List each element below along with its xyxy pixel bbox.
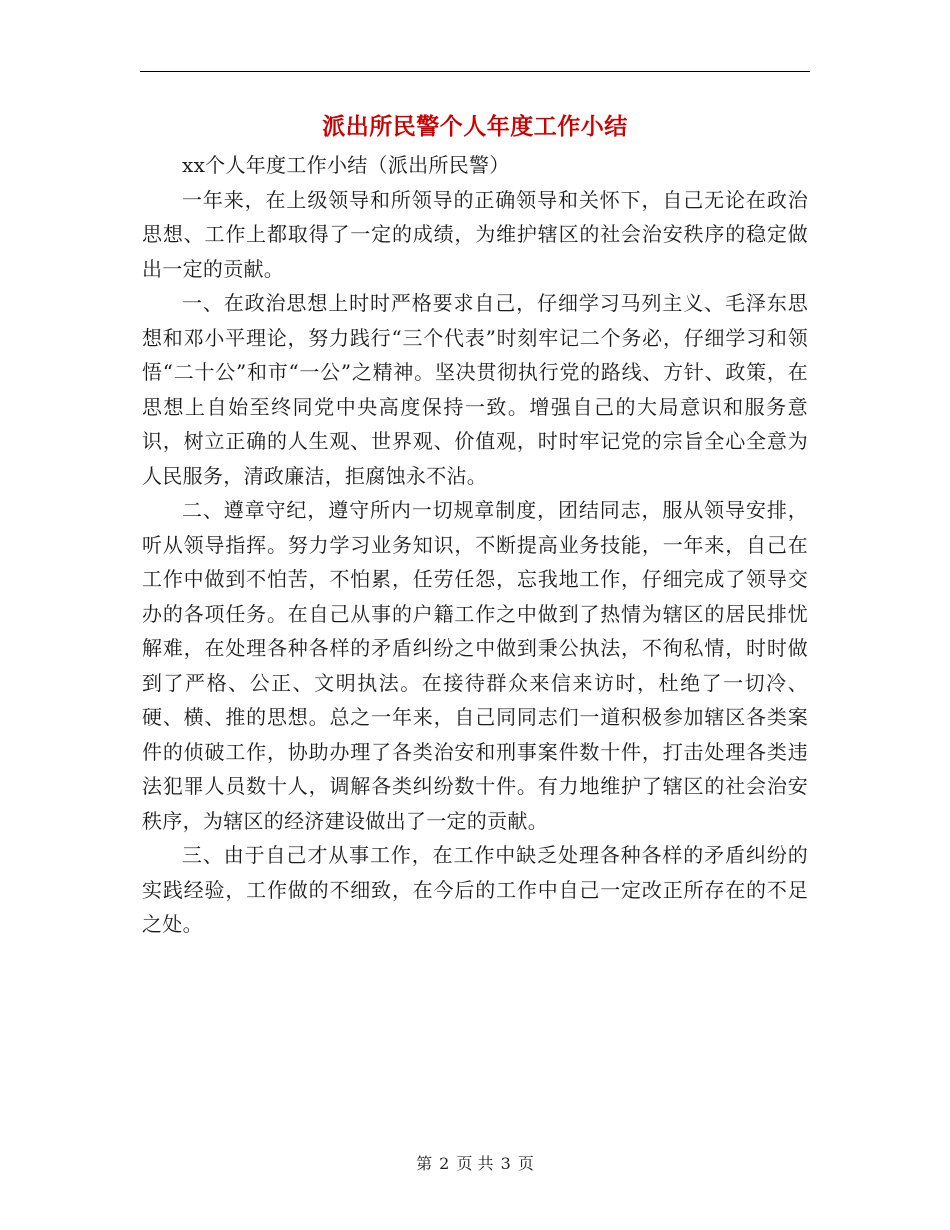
current-page-number: 2 [439, 1154, 450, 1173]
header-rule [140, 71, 810, 72]
page-label-suffix: 页 [517, 1154, 534, 1173]
section-one-paragraph: 一、在政治思想上时时严格要求自己，仔细学习马列主义、毛泽东思想和邓小平理论，努力践行“三个代表”时刻牢记二个务必，仔细学习和领悟“二十公”和市“一公”之精神。坚决贯彻执行党的路线、方针、政策，在思想上自始至终同党中央高度保持一致。增强自己的大局意识和服务意识，树立正确的人生观、世界观、价值观，时时牢记党的宗旨全心全意为人民服务，清政廉洁，拒腐蚀永不沾。 [142, 291, 808, 488]
total-pages-number: 3 [500, 1154, 511, 1173]
document-title: 派出所民警个人年度工作小结 [322, 113, 628, 140]
section-two-paragraph: 二、遵章守纪，遵守所内一切规章制度，团结同志，服从领导安排，听从领导指挥。努力学习业务知识，不断提高业务技能，一年来，自己在工作中做到不怕苦，不怕累，任劳任怨，忘我地工作，仔细完成了领导交办的各项任务。在自己从事的户籍工作之中做到了热情为辖区的居民排忧解难，在处理各种各样的矛盾纠纷之中做到秉公执法，不徇私情，时时做到了严格、公正、文明执法。在接待群众来信来访时，杜绝了一切冷、硬、横、推的思想。总之一年来，自己同同志们一道积极参加辖区各类案件的侦破工作，协助办理了各类治安和刑事案件数十件，打击处理各类违法犯罪人员数十人，调解各类纠纷数十件。有力地维护了辖区的社会治安秩序，为辖区的经济建设做出了一定的贡献。 [142, 498, 808, 833]
page-footer [0, 1152, 950, 1176]
section-three-paragraph: 三、由于自己才从事工作，在工作中缺乏处理各种各样的矛盾纠纷的实践经验，工作做的不细致，在今后的工作中自己一定改正所存在的不足之处。 [142, 843, 808, 936]
document-body [142, 148, 808, 942]
page-label-prefix: 第 [416, 1154, 433, 1173]
intro-paragraph: 一年来，在上级领导和所领导的正确领导和关怀下，自己无论在政治思想、工作上都取得了一定的成绩，为维护辖区的社会治安秩序的稳定做出一定的贡献。 [142, 187, 808, 281]
subtitle-paragraph: xx个人年度工作小结（派出所民警） [182, 153, 510, 177]
page-label-mid: 页 共 [456, 1154, 494, 1173]
